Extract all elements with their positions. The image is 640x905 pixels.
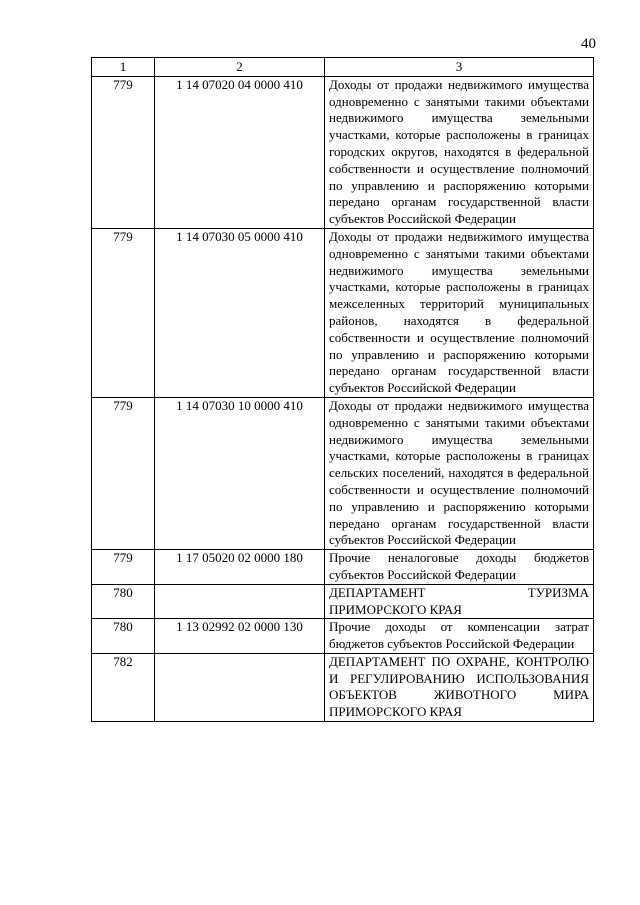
column-header-2: 2 (155, 58, 325, 77)
column-header-1: 1 (92, 58, 155, 77)
budget-code-cell: 1 14 07020 04 0000 410 (155, 76, 325, 228)
department-heading-cell: ДЕПАРТАМЕНТ ТУРИЗМА ПРИМОРСКОГО КРАЯ (325, 584, 594, 619)
table-row (92, 653, 594, 721)
description-cell: Прочие доходы от компенсации затрат бюджетов субъектов Российской Федерации (325, 619, 594, 654)
budget-code-cell: 1 13 02992 02 0000 130 (155, 619, 325, 654)
admin-code-cell: 779 (92, 397, 155, 549)
description-cell: Доходы от продажи недвижимого имущества одновременно с занятыми такими объектами недвижимого имущества земельными участками, которые расположены в границах городских округов, находятся в федеральной собственности и осуществление полномочий по управлению и распоряжению которыми передано органам государственной власти субъектов Российской Федерации (325, 76, 594, 228)
budget-code-cell: 1 17 05020 02 0000 180 (155, 550, 325, 585)
description-cell: Доходы от продажи недвижимого имущества одновременно с занятыми такими объектами недвижимого имущества земельными участками, которые расположены в границах сельских поселений, находятся в федеральной собственности и осуществление полномочий по управлению и распоряжению которыми передано органам государственной власти субъектов Российской Федерации (325, 397, 594, 549)
admin-code-cell: 779 (92, 550, 155, 585)
admin-code-cell: 782 (92, 653, 155, 721)
table-row (92, 228, 594, 397)
description-cell: Прочие неналоговые доходы бюджетов субъектов Российской Федерации (325, 550, 594, 585)
description-cell: Доходы от продажи недвижимого имущества одновременно с занятыми такими объектами недвижимого имущества земельными участками, которые расположены в границах межселенных территорий муниципальных районов, находятся в федеральной собственности и осуществление полномочий по управлению и распоряжению которыми передано органам государственной власти субъектов Российской Федерации (325, 228, 594, 397)
admin-code-cell: 780 (92, 619, 155, 654)
table-header-row (92, 58, 594, 77)
revenue-table (91, 57, 594, 722)
admin-code-cell: 779 (92, 228, 155, 397)
budget-code-cell (155, 653, 325, 721)
table-row (92, 619, 594, 654)
table-row (92, 550, 594, 585)
budget-code-cell (155, 584, 325, 619)
admin-code-cell: 779 (92, 76, 155, 228)
department-heading-cell: ДЕПАРТАМЕНТ ПО ОХРАНЕ, КОНТРОЛЮ И РЕГУЛИРОВАНИЮ ИСПОЛЬЗОВАНИЯ ОБЪЕКТОВ ЖИВОТНОГО МИРА ПРИМОРСКОГО КРАЯ (325, 653, 594, 721)
table-row (92, 397, 594, 549)
page-number: 40 (581, 36, 596, 52)
admin-code-cell: 780 (92, 584, 155, 619)
budget-code-cell: 1 14 07030 10 0000 410 (155, 397, 325, 549)
column-header-3: 3 (325, 58, 594, 77)
budget-code-cell: 1 14 07030 05 0000 410 (155, 228, 325, 397)
table-row (92, 76, 594, 228)
table-row (92, 584, 594, 619)
